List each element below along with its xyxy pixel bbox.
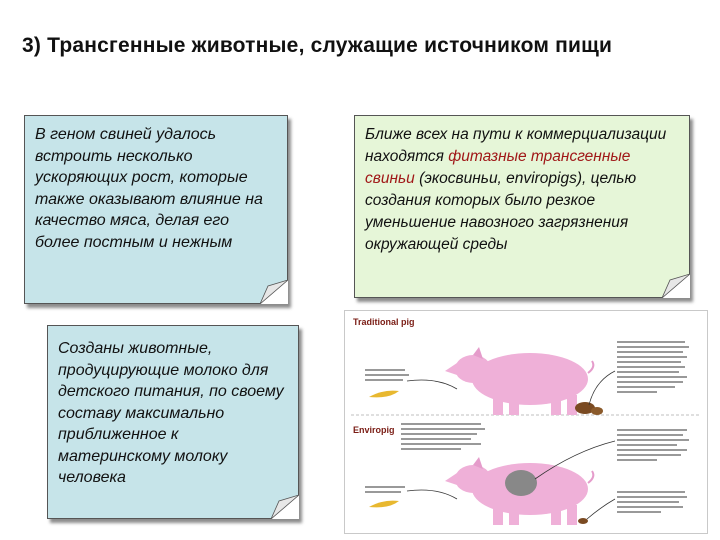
note-enviropig-text xyxy=(365,124,679,256)
note-enviropig xyxy=(354,115,690,298)
slide-title: 3) Трансгенные животные, служащие источником пищи xyxy=(22,34,613,57)
pig-illustration xyxy=(345,311,707,533)
note-enviropig-highlight: фитазные трансгенные свиньи xyxy=(365,148,631,187)
page-fold-icon xyxy=(260,280,288,304)
page-fold-icon xyxy=(271,495,299,519)
note-enviropig-line1: Ближе всех на пути к коммерциализации находятся xyxy=(365,126,667,165)
note-growth-genes xyxy=(24,115,288,304)
enviropig-icon xyxy=(445,457,593,525)
note-baby-milk xyxy=(47,325,299,519)
note-enviropig-line2: (экосвиньи, enviropigs), целью создания которых было резкое уменьшение навозного загрязнения окружающей среды xyxy=(365,170,637,253)
enviropig-label: Enviropig xyxy=(353,425,395,435)
note-baby-milk-text: Созданы животные, продуцирующие молоко для детского питания, по своему составу максимально приближенное к материнскому молоку человека xyxy=(58,340,284,486)
traditional-pig-label: Traditional pig xyxy=(353,317,415,327)
pig-comparison-figure xyxy=(344,310,708,534)
traditional-pig-icon xyxy=(445,347,593,415)
note-growth-genes-text: В геном свиней удалось встроить несколько ускоряющих рост, которые также оказывают влияние на качество мяса, делая его более постным и нежным xyxy=(35,126,263,251)
page-fold-icon xyxy=(662,274,690,298)
